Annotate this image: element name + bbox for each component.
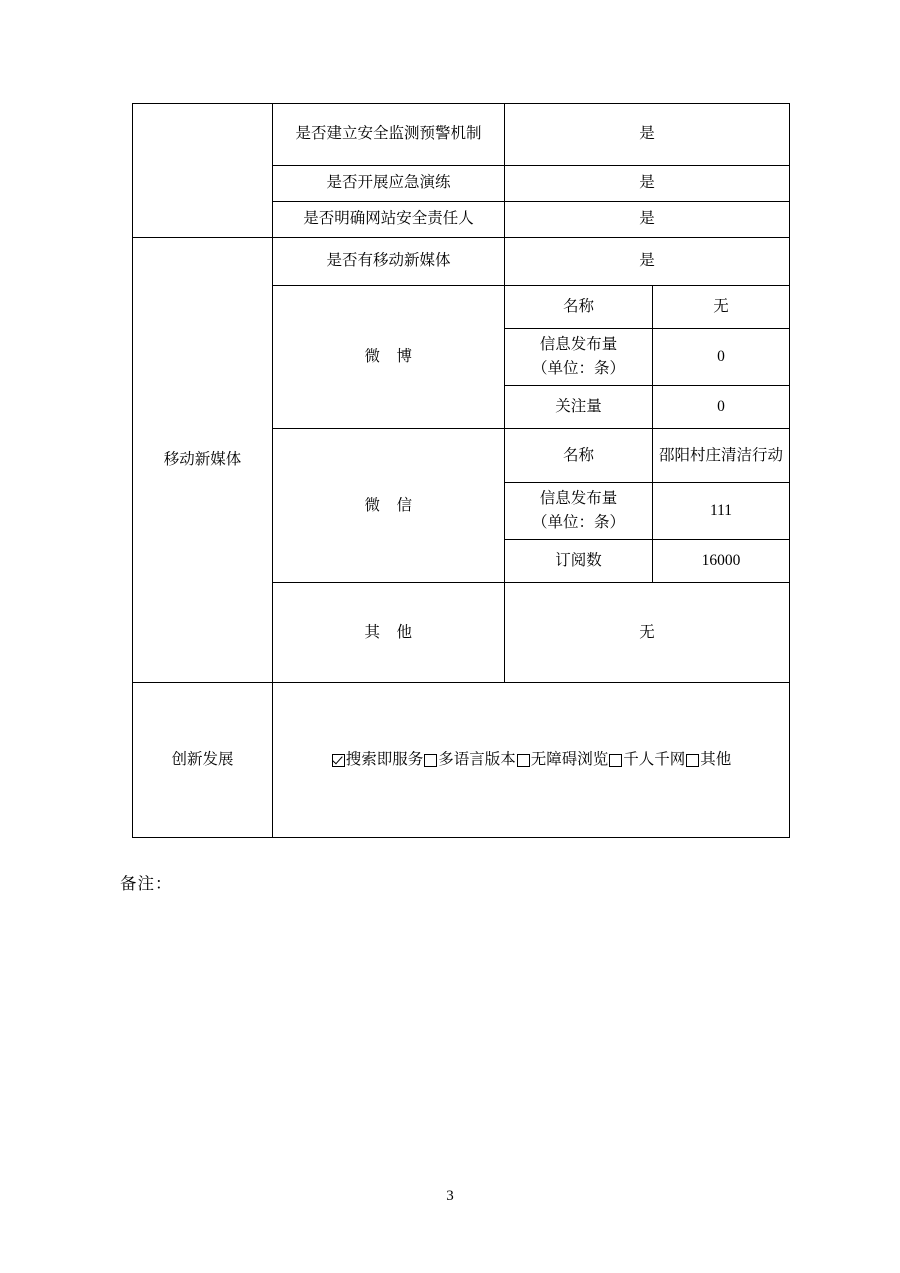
- checkbox-label-accessible-browsing: 无障碍浏览: [530, 751, 609, 769]
- checkbox-label-search-as-service: 搜索即服务: [345, 751, 424, 769]
- weixin-subscriber-label: 订阅数: [505, 540, 653, 583]
- weixin-post-count-label-line2: （单位：条）: [531, 514, 625, 532]
- checkbox-search-as-service[interactable]: [332, 754, 345, 767]
- security-answer-1: 是: [505, 104, 790, 166]
- checkbox-accessible-browsing[interactable]: [517, 754, 530, 767]
- security-section-label: [133, 104, 273, 238]
- table-row: [133, 104, 790, 166]
- page-number: 3: [446, 1188, 454, 1204]
- security-question-1: 是否建立安全监测预警机制: [273, 104, 505, 166]
- security-question-3: 是否明确网站安全责任人: [273, 202, 505, 238]
- checkbox-label-personalized-web: 千人千网: [623, 751, 686, 769]
- weibo-follower-value: 0: [653, 386, 790, 429]
- weibo-post-count-label: [505, 329, 653, 386]
- weixin-label: 微 信: [273, 429, 505, 583]
- report-table: [132, 103, 790, 838]
- other-media-value: 无: [505, 583, 790, 683]
- other-media-label: 其 他: [273, 583, 505, 683]
- table-row: [133, 683, 790, 838]
- new-media-section-label: 移动新媒体: [133, 238, 273, 683]
- security-answer-3: 是: [505, 202, 790, 238]
- weixin-subscriber-value: 16000: [653, 540, 790, 583]
- weixin-post-count-value: 111: [653, 483, 790, 540]
- weibo-post-count-value: 0: [653, 329, 790, 386]
- weixin-post-count-label: [505, 483, 653, 540]
- has-new-media-question: 是否有移动新媒体: [273, 238, 505, 286]
- remark-label: 备注：: [120, 874, 173, 893]
- has-new-media-answer: 是: [505, 238, 790, 286]
- table-row: [133, 238, 790, 286]
- security-question-2: 是否开展应急演练: [273, 166, 505, 202]
- checkbox-multilingual-version[interactable]: [424, 754, 437, 767]
- weibo-name-value: 无: [653, 286, 790, 329]
- weibo-name-label: 名称: [505, 286, 653, 329]
- weibo-follower-label: 关注量: [505, 386, 653, 429]
- innovation-options-cell: [273, 683, 790, 838]
- weibo-post-count-label-line2: （单位：条）: [531, 360, 625, 378]
- weibo-post-count-label-line1: 信息发布量: [539, 336, 618, 353]
- checkbox-label-other: 其他: [700, 751, 732, 769]
- security-answer-2: 是: [505, 166, 790, 202]
- weixin-name-label: 名称: [505, 429, 653, 483]
- checkbox-label-multilingual-version: 多语言版本: [438, 751, 516, 769]
- innovation-section-label: 创新发展: [133, 683, 273, 838]
- weixin-post-count-label-line1: 信息发布量: [539, 490, 618, 508]
- checkbox-other[interactable]: [686, 754, 699, 767]
- innovation-checkbox-group: [279, 748, 783, 772]
- weixin-name-value: 邵阳村庄清洁行动: [653, 429, 790, 483]
- checkbox-personalized-web[interactable]: [609, 754, 622, 767]
- weibo-label: 微 博: [273, 286, 505, 429]
